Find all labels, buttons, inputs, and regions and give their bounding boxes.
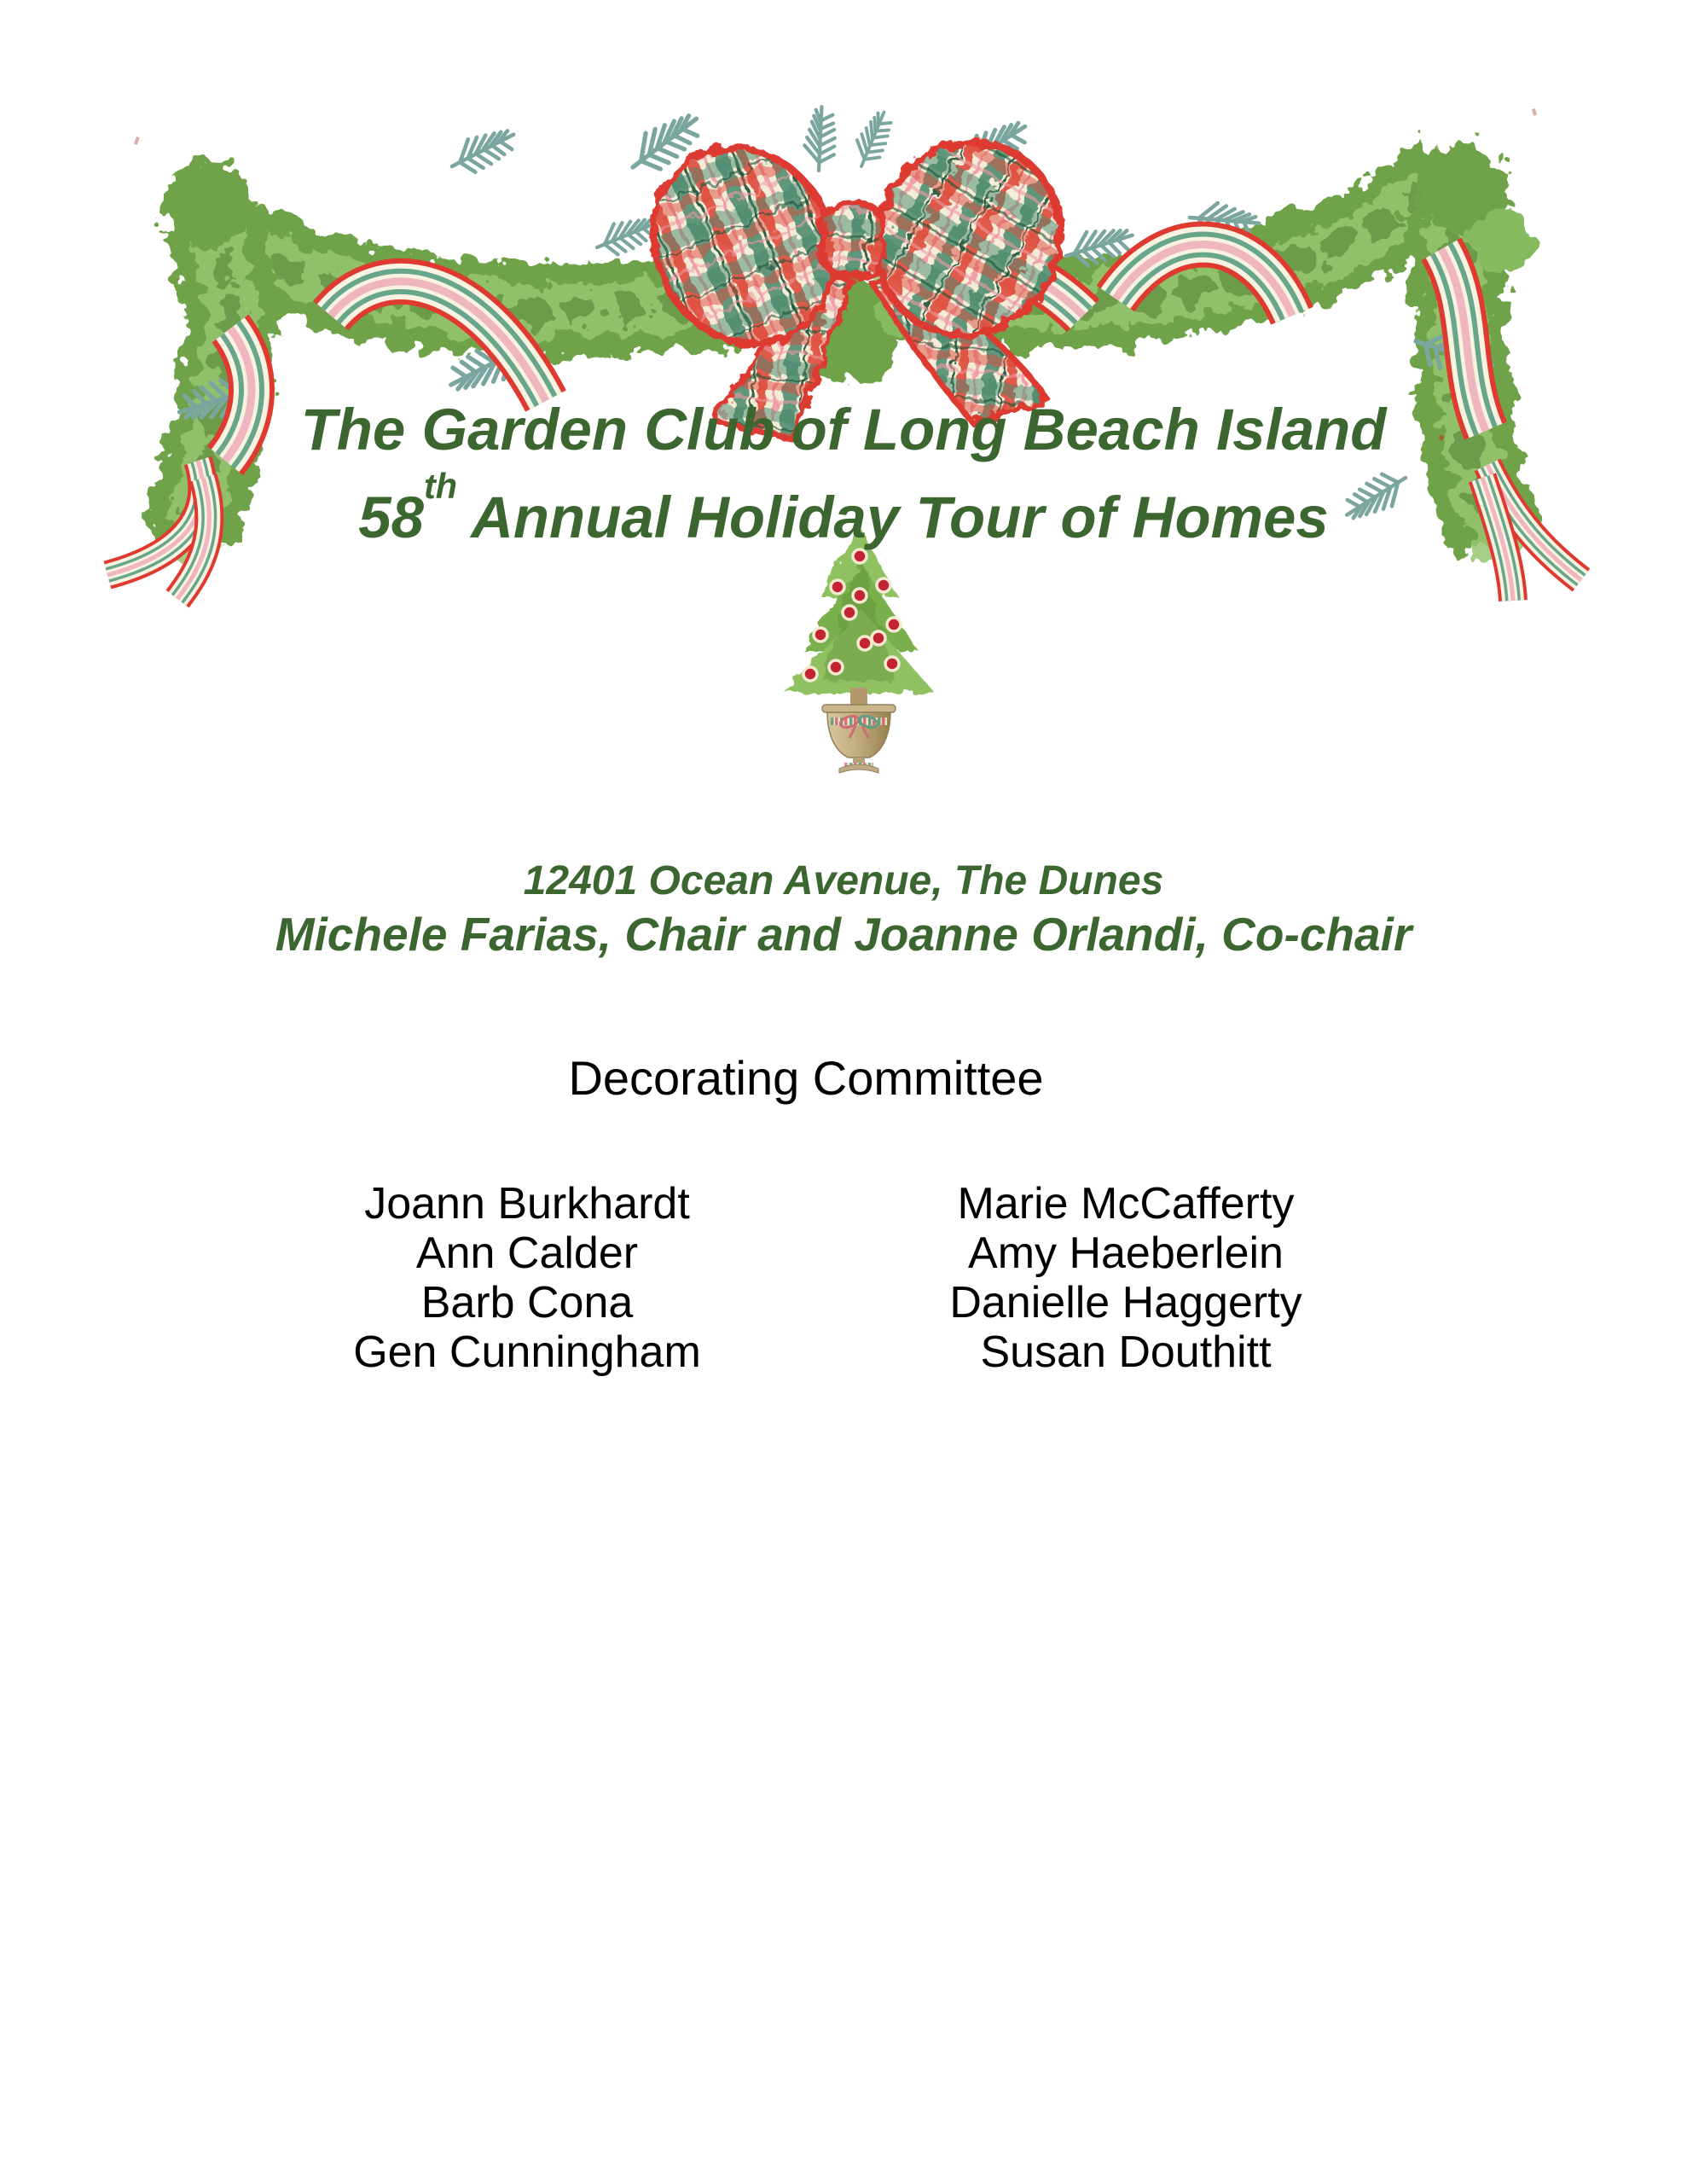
committee-name: Ann Calder xyxy=(415,1228,639,1278)
committee-name: Barb Cona xyxy=(420,1278,634,1327)
tree-urn xyxy=(822,705,896,773)
plaid-bow xyxy=(620,113,1091,439)
title-line-2 xyxy=(0,468,1687,555)
committee-name: Gen Cunningham xyxy=(353,1327,701,1377)
scan-speck xyxy=(134,136,140,145)
title-line-1: The Garden Club of Long Beach Island xyxy=(300,397,1387,462)
committee-name: Amy Haeberlein xyxy=(968,1228,1284,1278)
address-line: 12401 Ocean Avenue, The Dunes xyxy=(523,858,1164,903)
bow-knot xyxy=(822,205,884,275)
christmas-tree xyxy=(785,527,935,773)
committee-name: Danielle Haggerty xyxy=(949,1278,1302,1327)
garland-corner-cluster xyxy=(162,159,251,247)
committee-heading: Decorating Committee xyxy=(568,1051,1044,1105)
ordinal-superscript: th xyxy=(424,467,458,507)
title-anniversary-number: 58 xyxy=(358,485,424,550)
committee-name: Marie McCafferty xyxy=(957,1179,1295,1228)
committee-name: Joann Burkhardt xyxy=(364,1179,690,1228)
garland-corner-cluster xyxy=(1470,211,1535,276)
scan-speck xyxy=(1532,108,1537,116)
committee-name: Susan Douthitt xyxy=(980,1327,1272,1377)
committee-column-right xyxy=(742,1179,1510,1377)
title-line-2-text: Annual Holiday Tour of Homes xyxy=(471,485,1329,550)
title-block xyxy=(0,392,1687,555)
chairs-line: Michele Farias, Chair and Joanne Orlandi, Co-chair xyxy=(275,908,1412,961)
